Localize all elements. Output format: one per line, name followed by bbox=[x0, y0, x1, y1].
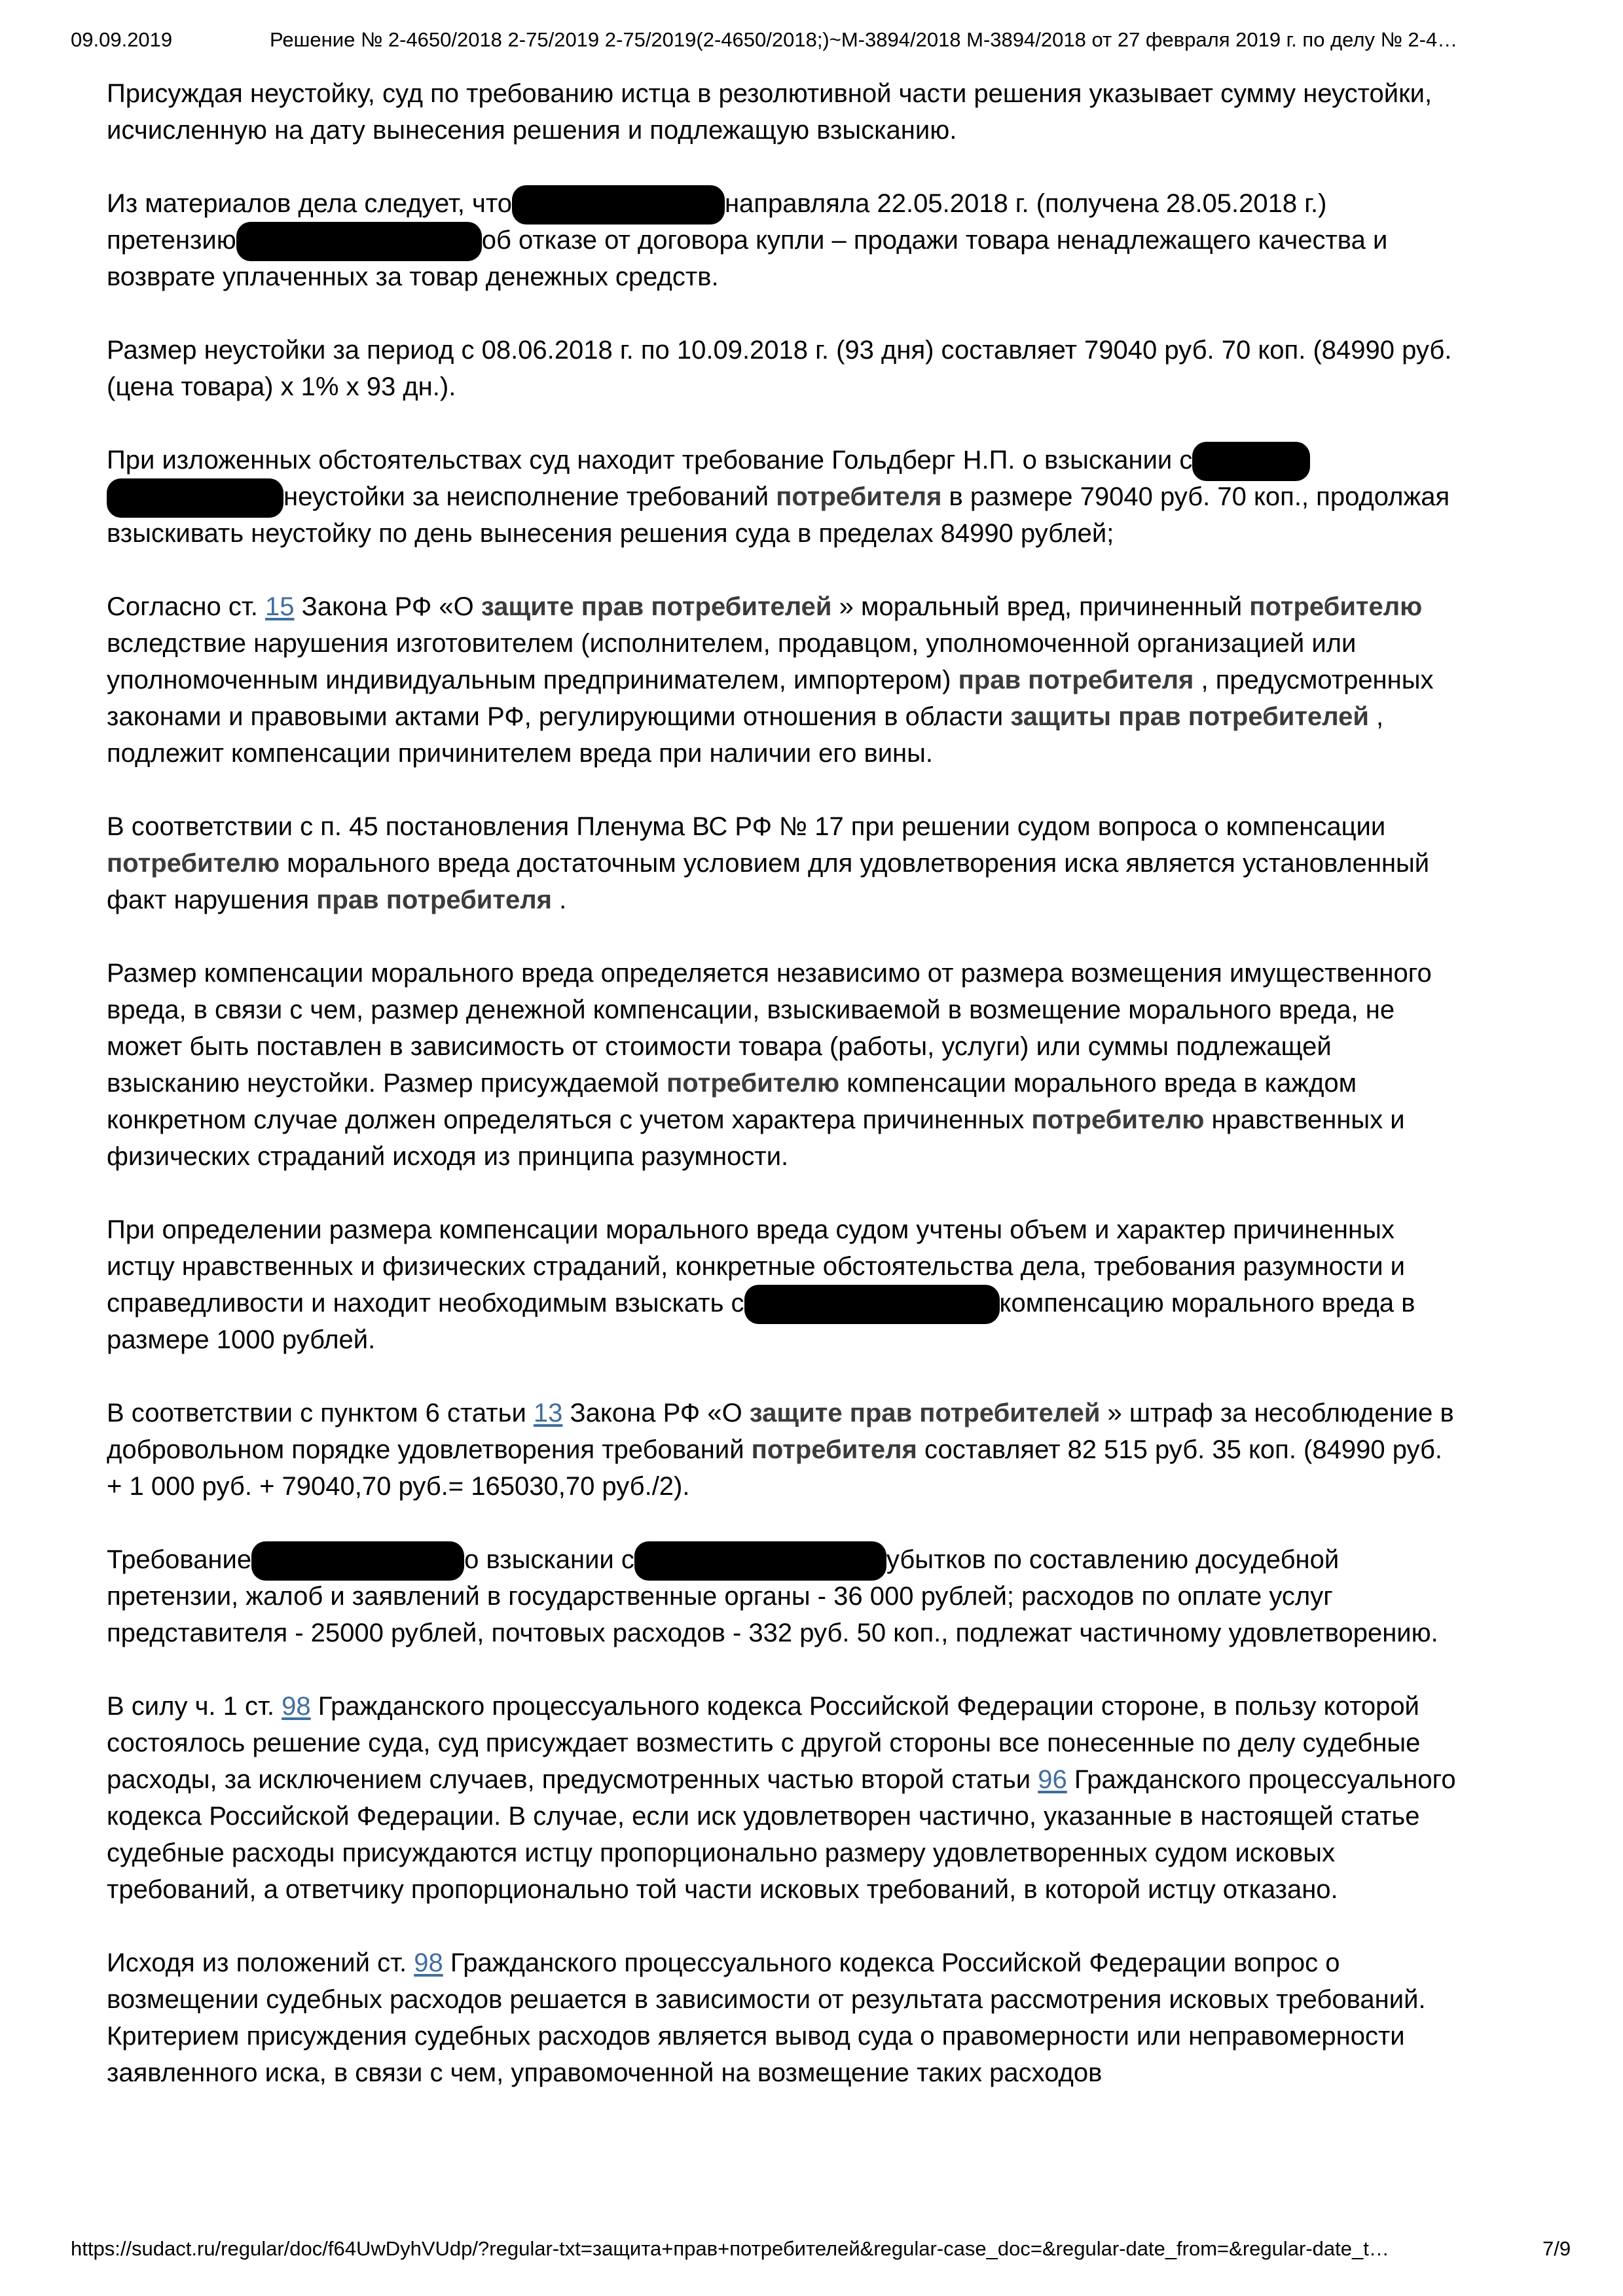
text-run: В соответствии с п. 45 постановления Пленума ВС РФ № 17 при решении судом вопроса о компенсации bbox=[107, 812, 1386, 841]
text-run: При изложенных обстоятельствах суд находит требование Гольдберг Н.П. о взыскании с bbox=[107, 446, 1193, 475]
text-run: Закона РФ «О bbox=[562, 1399, 750, 1427]
text-run: направляла 22.05.2018 г. (получена 28.05.2018 г.) претензию bbox=[107, 189, 1327, 255]
text-run: составляет 82 515 руб. 35 коп. (84990 руб. + 1 000 руб. + 79040,70 руб.= 165030,70 руб./2). bbox=[107, 1435, 1442, 1501]
search-term-highlight: потребителю bbox=[107, 849, 280, 878]
search-term-highlight: потребителя bbox=[776, 482, 942, 511]
search-term-highlight: потребителя bbox=[751, 1435, 917, 1464]
text-run: в размере 79040 руб. 70 коп., продолжая взыскивать неустойку по день вынесения решения суда в пределах 84990 рублей; bbox=[107, 482, 1450, 548]
text-run: Закона РФ «О bbox=[294, 592, 481, 621]
text-run: нравственных и физических страданий исходя из принципа разумности. bbox=[107, 1105, 1405, 1171]
search-term-highlight: защите прав потребителей bbox=[481, 592, 832, 621]
text-run: Размер компенсации морального вреда определяется независимо от размера возмещения имущественного вреда, в связи с чем, размер денежной компенсации, взыскиваемой в возмещение морального вреда, не может быть поставлен в зависимость от стоимости товара (работы, услуги) или суммы подлежащей взысканию неустойки. Размер присуждаемой bbox=[107, 959, 1432, 1098]
text-run: Гражданского процессуального кодекса Российской Федерации. В случае, если иск удовлетворен частично, указанные в настоящей статье судебные расходы присуждаются истцу пропорционально размеру удовлетворенных судом исковых требований, а ответчику пропорционально той части исковых требований, в которой истцу отказано. bbox=[107, 1765, 1456, 1904]
statute-link[interactable]: 98 bbox=[414, 1948, 443, 1977]
paragraph bbox=[107, 185, 1462, 295]
redaction-bar bbox=[236, 222, 482, 261]
text-run: Присуждая неустойку, суд по требованию истца в резолютивной части решения указывает сумму неустойки, исчисленную на дату вынесения решения и подлежащую взысканию. bbox=[107, 79, 1432, 145]
print-header-date: 09.09.2019 bbox=[71, 28, 173, 51]
redaction-bar bbox=[744, 1285, 1000, 1324]
paragraph bbox=[107, 588, 1462, 772]
statute-link[interactable]: 13 bbox=[533, 1399, 563, 1427]
text-run: Размер неустойки за период с 08.06.2018 г. по 10.09.2018 г. (93 дня) составляет 79040 руб. 70 коп. (84990 руб. (цена товара) x 1% x 93 дн.). bbox=[107, 336, 1452, 401]
paragraph bbox=[107, 1211, 1462, 1358]
text-run: Требование bbox=[107, 1545, 252, 1574]
document-body bbox=[107, 75, 1462, 2128]
redaction-bar bbox=[634, 1541, 886, 1581]
text-run: . bbox=[551, 886, 567, 914]
search-term-highlight: прав потребителя bbox=[316, 886, 552, 914]
search-term-highlight: защите прав потребителей bbox=[749, 1399, 1101, 1427]
text-run: Исходя из положений ст. bbox=[107, 1948, 414, 1977]
text-run: об отказе от договора купли – продажи товара ненадлежащего качества и возврате уплаченных за товар денежных средств. bbox=[107, 226, 1388, 291]
print-footer-url: https://sudact.ru/regular/doc/f64UwDyhVUdp/?regular-txt=защита+прав+потребителей&regular-case_doc=&regular-date_from=&regular-date_t… bbox=[71, 2237, 1389, 2260]
text-run: Гражданского процессуального кодекса Российской Федерации вопрос о возмещении судебных расходов решается в зависимости от результата рассмотрения исковых требований. Критерием присуждения судебных расходов является вывод суда о правомерности или неправомерности заявленного иска, в связи с чем, управомоченной на возмещение таких расходов bbox=[107, 1948, 1426, 2087]
text-run: неустойки за неисполнение требований bbox=[283, 482, 776, 511]
text-run: убытков по составлению досудебной претензии, жалоб и заявлений в государственные органы - 36 000 рублей; расходов по оплате услуг представителя - 25000 рублей, почтовых расходов - 332 руб. 50 коп., подлежат частичному удовлетворению. bbox=[107, 1545, 1438, 1647]
text-run: о взыскании с bbox=[464, 1545, 634, 1574]
text-run: компенсацию морального вреда в размере 1000 рублей. bbox=[107, 1289, 1415, 1354]
search-term-highlight: защиты прав потребителей bbox=[1010, 702, 1369, 731]
statute-link[interactable]: 96 bbox=[1038, 1765, 1067, 1794]
search-term-highlight: потребителю bbox=[1249, 592, 1423, 621]
text-run: вследствие нарушения изготовителем (исполнителем, продавцом, уполномоченной организацией или уполномоченным индивидуальным предпринимателем, импортером) bbox=[107, 629, 1357, 694]
paragraph bbox=[107, 1541, 1462, 1651]
paragraph bbox=[107, 1395, 1462, 1505]
statute-link[interactable]: 15 bbox=[265, 592, 295, 621]
page-number: 7/9 bbox=[1542, 2237, 1571, 2260]
text-run: » моральный вред, причиненный bbox=[831, 592, 1250, 621]
print-header-title: Решение № 2-4650/2018 2-75/2019 2-75/2019(2-4650/2018;)~М-3894/2018 М-3894/2018 от 27 февраля 2019 г. по делу № 2-4… bbox=[270, 28, 1458, 51]
paragraph bbox=[107, 442, 1462, 552]
paragraph bbox=[107, 808, 1462, 918]
search-term-highlight: потребителю bbox=[666, 1069, 840, 1098]
paragraph bbox=[107, 332, 1462, 405]
search-term-highlight: прав потребителя bbox=[958, 666, 1194, 694]
statute-link[interactable]: 98 bbox=[282, 1692, 311, 1721]
paragraph bbox=[107, 955, 1462, 1175]
redaction-bar bbox=[251, 1541, 464, 1581]
text-run: Согласно ст. bbox=[107, 592, 265, 621]
redaction-bar bbox=[107, 478, 283, 518]
text-run: При определении размера компенсации морального вреда судом учтены объем и характер причиненных истцу нравственных и физических страданий, конкретные обстоятельства дела, требования разумности и справедливости и находит необходимым взыскать с bbox=[107, 1215, 1406, 1318]
redaction-bar bbox=[1192, 442, 1310, 481]
text-run: » штраф за несоблюдение в добровольном порядке удовлетворения требований bbox=[107, 1399, 1454, 1464]
text-run: Гражданского процессуального кодекса Российской Федерации стороне, в пользу которой состоялось решение суда, суд присуждает возместить с другой стороны все понесенные по делу судебные расходы, за исключением случаев, предусмотренных частью второй статьи bbox=[107, 1692, 1421, 1794]
text-run: Из материалов дела следует, что bbox=[107, 189, 512, 218]
search-term-highlight: потребителю bbox=[1031, 1105, 1205, 1134]
text-run: морального вреда достаточным условием для удовлетворения иска является установленный факт нарушения bbox=[107, 849, 1430, 914]
text-run: , предусмотренных законами и правовыми актами РФ, регулирующими отношения в области bbox=[107, 666, 1434, 731]
text-run: В силу ч. 1 ст. bbox=[107, 1692, 282, 1721]
text-run: компенсации морального вреда в каждом конкретном случае должен определяться с учетом характера причиненных bbox=[107, 1069, 1357, 1134]
text-run: , подлежит компенсации причинителем вреда при наличии его вины. bbox=[107, 702, 1384, 768]
paragraph bbox=[107, 75, 1462, 149]
redaction-bar bbox=[512, 185, 725, 224]
paragraph bbox=[107, 1945, 1462, 2091]
paragraph bbox=[107, 1688, 1462, 1908]
text-run: В соответствии с пунктом 6 статьи bbox=[107, 1399, 534, 1427]
